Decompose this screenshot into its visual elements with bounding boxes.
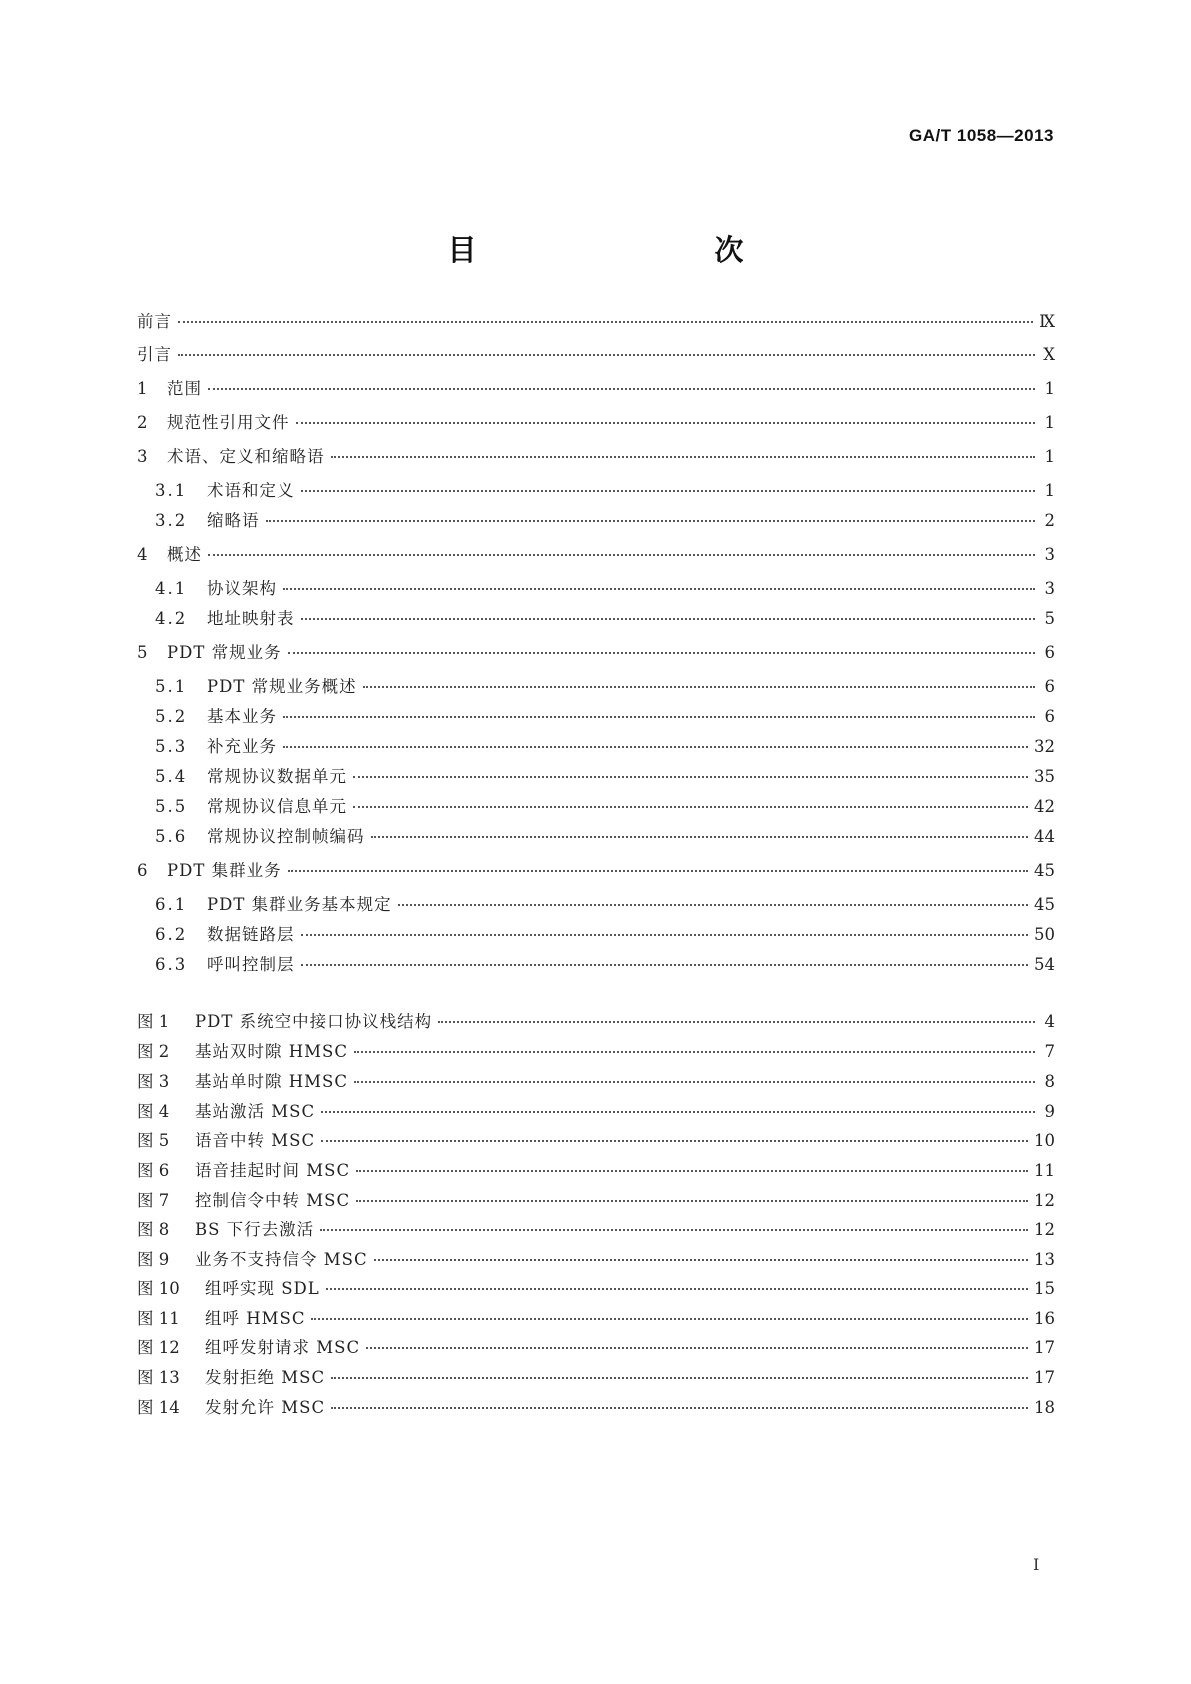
- dot-leader: [283, 715, 1035, 718]
- entry-title: 地址映射表: [207, 609, 295, 628]
- entry-number: 4.1: [155, 579, 188, 598]
- dot-leader: [288, 869, 1028, 872]
- figure-entry[interactable]: [137, 1306, 1055, 1332]
- toc-entry[interactable]: [155, 794, 1055, 820]
- entry-number: 5: [137, 643, 148, 662]
- dot-leader: [283, 587, 1035, 590]
- dot-leader: [321, 1139, 1028, 1142]
- entry-number: 5.6: [155, 827, 188, 846]
- entry-title: 协议架构: [207, 579, 277, 598]
- dot-leader: [398, 903, 1028, 906]
- entry-page: 10: [1034, 1131, 1055, 1150]
- entry-number: 5.5: [155, 797, 188, 816]
- entry-title: 补充业务: [207, 737, 277, 756]
- entry-number: 5.1: [155, 677, 188, 696]
- dot-leader: [326, 1287, 1028, 1290]
- entry-number: 图 8: [137, 1220, 170, 1239]
- entry-title: 常规协议数据单元: [207, 767, 347, 786]
- entry-title: 基站单时隙 HMSC: [195, 1072, 348, 1091]
- entry-title: 组呼发射请求 MSC: [205, 1338, 361, 1357]
- entry-page: 18: [1034, 1398, 1055, 1417]
- dot-leader: [208, 387, 1035, 390]
- entry-page: 32: [1034, 737, 1055, 756]
- figure-entry[interactable]: [137, 1247, 1055, 1273]
- toc-entry[interactable]: [137, 542, 1055, 568]
- entry-page: 17: [1034, 1338, 1055, 1357]
- entry-page: 44: [1034, 827, 1055, 846]
- dot-leader: [438, 1020, 1035, 1023]
- entry-page: 42: [1034, 797, 1055, 816]
- entry-title: 呼叫控制层: [207, 955, 295, 974]
- entry-page: 15: [1034, 1279, 1055, 1298]
- page-title: 目 次: [447, 233, 804, 267]
- entry-title: 常规协议信息单元: [207, 797, 347, 816]
- entry-number: 4: [137, 545, 148, 564]
- entry-title: 语音挂起时间 MSC: [195, 1161, 351, 1180]
- figure-entry[interactable]: [137, 1039, 1055, 1065]
- figure-entry[interactable]: [137, 1009, 1055, 1035]
- entry-page: 6: [1044, 677, 1055, 696]
- entry-title: PDT 集群业务: [167, 861, 282, 880]
- entry-number: 图 4: [137, 1102, 170, 1121]
- entry-number: 图 3: [137, 1072, 170, 1091]
- toc-entry[interactable]: [137, 444, 1055, 470]
- toc-entry[interactable]: [155, 922, 1055, 948]
- toc-entry[interactable]: [155, 508, 1055, 534]
- figure-entry[interactable]: [137, 1335, 1055, 1361]
- toc-entry[interactable]: [155, 704, 1055, 730]
- dot-leader: [331, 1406, 1028, 1409]
- toc-entry[interactable]: [155, 764, 1055, 790]
- dot-leader: [288, 651, 1035, 654]
- toc-entry[interactable]: [137, 410, 1055, 436]
- entry-page: 3: [1044, 579, 1055, 598]
- entry-title: 术语和定义: [207, 481, 295, 500]
- entry-number: 图 14: [137, 1398, 180, 1417]
- toc-entry[interactable]: [137, 858, 1055, 884]
- dot-leader: [356, 1199, 1028, 1202]
- dot-leader: [178, 353, 1035, 356]
- entry-title: 范围: [167, 379, 202, 398]
- entry-page: 1: [1044, 379, 1055, 398]
- entry-page: 1: [1044, 481, 1055, 500]
- dot-leader: [354, 1080, 1035, 1083]
- entry-title: 发射允许 MSC: [205, 1398, 326, 1417]
- entry-page: 4: [1044, 1012, 1055, 1031]
- entry-number: 图 10: [137, 1279, 180, 1298]
- toc-entry[interactable]: [155, 952, 1055, 978]
- toc-entry[interactable]: [155, 606, 1055, 632]
- entry-title: 前言: [137, 312, 172, 331]
- entry-title: 组呼 HMSC: [205, 1309, 306, 1328]
- entry-title: 业务不支持信令 MSC: [195, 1250, 368, 1269]
- entry-number: 6.3: [155, 955, 188, 974]
- dot-leader: [320, 1228, 1028, 1231]
- entry-title: PDT 集群业务基本规定: [207, 895, 392, 914]
- toc-entry[interactable]: [155, 674, 1055, 700]
- entry-number: 6.1: [155, 895, 188, 914]
- toc-entry[interactable]: [155, 892, 1055, 918]
- entry-page: 17: [1034, 1368, 1055, 1387]
- entry-page: 5: [1044, 609, 1055, 628]
- dot-leader: [311, 1317, 1028, 1320]
- figure-entry[interactable]: [137, 1128, 1055, 1154]
- entry-page: 8: [1044, 1072, 1055, 1091]
- figure-entry[interactable]: [137, 1158, 1055, 1184]
- entry-number: 6: [137, 861, 148, 880]
- entry-page: 16: [1034, 1309, 1055, 1328]
- entry-number: 图 1: [137, 1012, 170, 1031]
- toc-entry[interactable]: [155, 734, 1055, 760]
- dot-leader: [356, 1169, 1028, 1172]
- figure-entry[interactable]: [137, 1188, 1055, 1214]
- figure-entry[interactable]: [137, 1069, 1055, 1095]
- dot-leader: [301, 963, 1029, 966]
- entry-title: 语音中转 MSC: [195, 1131, 316, 1150]
- entry-page: 13: [1034, 1250, 1055, 1269]
- entry-number: 5.4: [155, 767, 188, 786]
- entry-page: 1: [1044, 413, 1055, 432]
- entry-page: 7: [1044, 1042, 1055, 1061]
- entry-title: 基本业务: [207, 707, 277, 726]
- entry-number: 3.2: [155, 511, 188, 530]
- entry-title: 常规协议控制帧编码: [207, 827, 365, 846]
- entry-number: 2: [137, 413, 148, 432]
- entry-title: 基站激活 MSC: [195, 1102, 316, 1121]
- entry-number: 图 5: [137, 1131, 170, 1150]
- entry-title: 数据链路层: [207, 925, 295, 944]
- dot-leader: [354, 1050, 1035, 1053]
- entry-title: BS 下行去激活: [195, 1220, 315, 1239]
- figure-entry[interactable]: [137, 1365, 1055, 1391]
- entry-page: 45: [1034, 861, 1055, 880]
- dot-leader: [374, 1258, 1028, 1261]
- toc-entry[interactable]: [137, 309, 1055, 335]
- dot-leader: [321, 1110, 1035, 1113]
- toc-entry[interactable]: [137, 376, 1055, 402]
- entry-page: 1: [1044, 447, 1055, 466]
- entry-number: 图 12: [137, 1338, 180, 1357]
- toc-entry[interactable]: [137, 640, 1055, 666]
- entry-page: Ⅸ: [1039, 312, 1055, 331]
- entry-page: 3: [1044, 545, 1055, 564]
- entry-page: 6: [1044, 643, 1055, 662]
- entry-number: 图 11: [137, 1309, 180, 1328]
- dot-leader: [301, 617, 1036, 620]
- entry-title: 发射拒绝 MSC: [205, 1368, 326, 1387]
- dot-leader: [208, 553, 1035, 556]
- entry-number: 4.2: [155, 609, 188, 628]
- entry-page: 2: [1044, 511, 1055, 530]
- entry-page: 12: [1034, 1220, 1055, 1239]
- entry-page: 35: [1034, 767, 1055, 786]
- entry-number: 图 6: [137, 1161, 170, 1180]
- figure-entry[interactable]: [137, 1395, 1055, 1421]
- toc-entry[interactable]: [155, 824, 1055, 850]
- entry-title: 概述: [167, 545, 202, 564]
- entry-page: 50: [1034, 925, 1055, 944]
- toc-entry[interactable]: [155, 478, 1055, 504]
- entry-number: 5.2: [155, 707, 188, 726]
- entry-number: 5.3: [155, 737, 188, 756]
- entry-title: 规范性引用文件: [167, 413, 290, 432]
- page-number: I: [1033, 1555, 1040, 1574]
- dot-leader: [283, 745, 1028, 748]
- entry-number: 6.2: [155, 925, 188, 944]
- dot-leader: [363, 685, 1035, 688]
- figure-entry[interactable]: [137, 1217, 1055, 1243]
- dot-leader: [301, 933, 1029, 936]
- entry-title: 控制信令中转 MSC: [195, 1191, 351, 1210]
- entry-title: 术语、定义和缩略语: [167, 447, 325, 466]
- dot-leader: [366, 1346, 1028, 1349]
- entry-title: 引言: [137, 345, 172, 364]
- entry-title: PDT 常规业务概述: [207, 677, 357, 696]
- entry-number: 图 13: [137, 1368, 180, 1387]
- entry-page: 12: [1034, 1191, 1055, 1210]
- entry-page: 9: [1044, 1102, 1055, 1121]
- entry-number: 图 7: [137, 1191, 170, 1210]
- entry-title: 基站双时隙 HMSC: [195, 1042, 348, 1061]
- entry-title: PDT 常规业务: [167, 643, 282, 662]
- entry-title: PDT 系统空中接口协议栈结构: [195, 1012, 433, 1031]
- entry-page: 6: [1044, 707, 1055, 726]
- entry-number: 图 2: [137, 1042, 170, 1061]
- dot-leader: [178, 320, 1033, 323]
- dot-leader: [266, 519, 1036, 522]
- dot-leader: [331, 455, 1036, 458]
- entry-page: Ⅹ: [1043, 345, 1055, 364]
- entry-page: 45: [1034, 895, 1055, 914]
- dot-leader: [353, 805, 1028, 808]
- dot-leader: [331, 1376, 1028, 1379]
- dot-leader: [301, 489, 1036, 492]
- toc-entry[interactable]: [137, 342, 1055, 368]
- document-code: GA/T 1058—2013: [909, 126, 1054, 145]
- entry-number: 图 9: [137, 1250, 170, 1269]
- entry-title: 缩略语: [207, 511, 260, 530]
- entry-number: 3.1: [155, 481, 188, 500]
- entry-page: 54: [1034, 955, 1055, 974]
- entry-title: 组呼实现 SDL: [205, 1279, 320, 1298]
- figure-entry[interactable]: [137, 1099, 1055, 1125]
- entry-number: 3: [137, 447, 148, 466]
- dot-leader: [371, 835, 1029, 838]
- toc-entry[interactable]: [155, 576, 1055, 602]
- dot-leader: [296, 421, 1036, 424]
- dot-leader: [353, 775, 1028, 778]
- entry-number: 1: [137, 379, 148, 398]
- entry-page: 11: [1034, 1161, 1055, 1180]
- figure-entry[interactable]: [137, 1276, 1055, 1302]
